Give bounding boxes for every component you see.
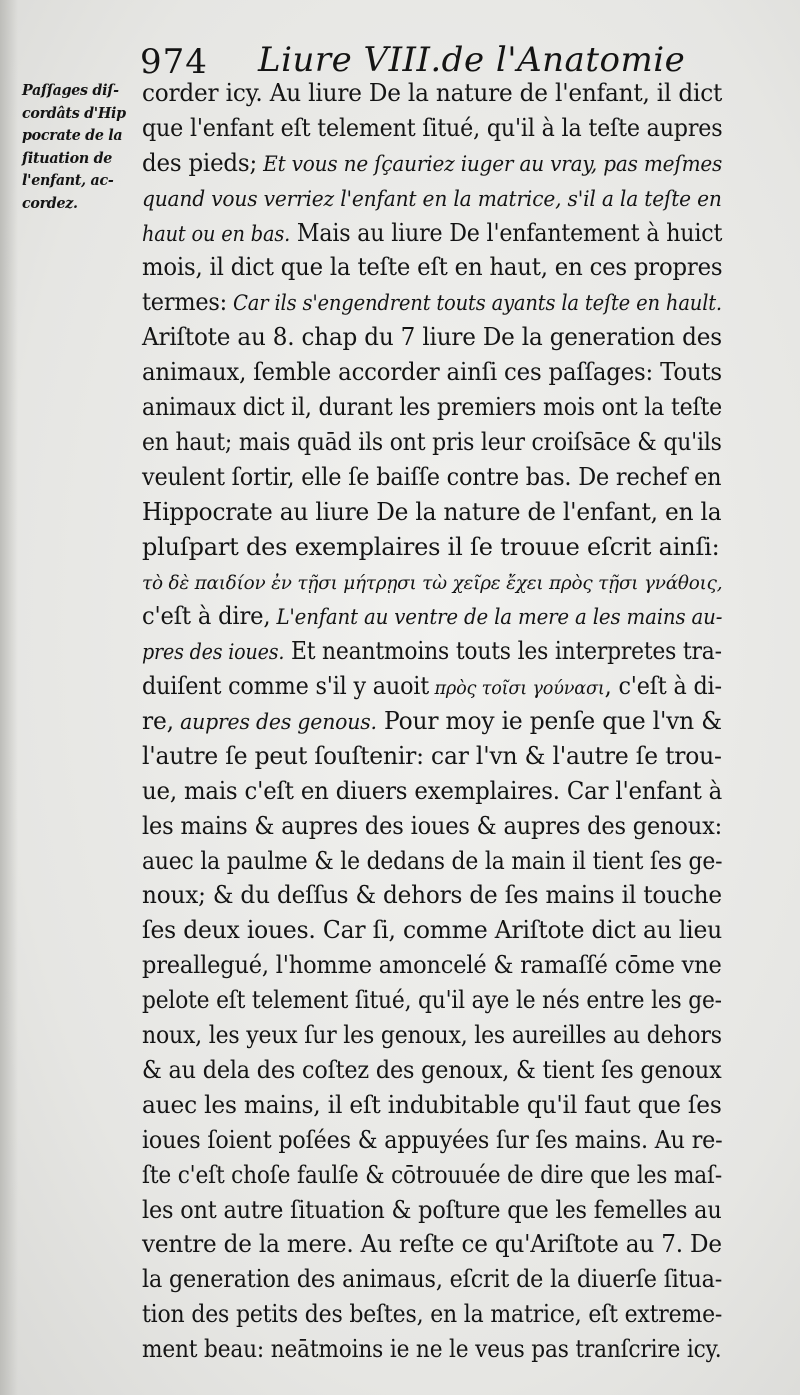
roman-segment: veulent ſortir, elle ſe baiſſe contre bas. De rechef en [142,462,722,491]
margin-note-line: pocrate de la [22,127,123,144]
text-line [142,495,722,530]
roman-segment: les ont autre ſituation & poſture que les femelles au [142,1195,722,1224]
roman-segment: ventre de la mere. Au reſte ce qu'Ariſtote au 7. De [142,1230,722,1259]
text-line [142,774,723,809]
roman-segment: ment beau: neātmoins ie ne le veus pas tranſcrire icy. [142,1335,722,1364]
text-line [142,564,723,599]
text-line [142,285,722,320]
margin-note-line: Paſſages diſ- [22,82,119,99]
text-line [142,1332,722,1367]
roman-segment: & au dela des coſtez des genoux, & tient ſes genoux [142,1055,722,1084]
page-number: 974 [140,42,208,82]
roman-segment: ſte c'eſt choſe faulſe & cōtrouuée de dire que les maſ- [142,1160,723,1189]
italic-segment: aupres des genous. [173,710,377,735]
text-line [142,809,722,844]
text-line [142,530,722,565]
italic-segment: pres des ioues. [142,640,285,665]
body-text [142,76,722,1367]
roman-segment: c'eſt à dire, [142,602,271,631]
roman-segment: Mais au liure De l'enfantement à huict [290,218,723,247]
margin-note-line: ſituation de [22,149,113,167]
text-line [142,704,722,739]
roman-segment: les mains & aupres des ioues & aupres des genoux: [142,811,722,840]
text-line [142,355,722,390]
italic-segment: Et vous ne ſçauriez iuger au vray, pas meſmes [256,151,723,176]
roman-segment: des pieds; [142,148,257,177]
text-line [142,76,723,111]
roman-segment: termes: [142,288,227,317]
text-line [142,1088,722,1123]
italic-segment: quand vous verriez l'enfant en la matrice, s'il a la teſte en [142,186,722,211]
text-line [142,216,723,251]
roman-segment: corder icy. Au liure De la nature de l'enfant, il dict [142,79,723,107]
text-line [142,1053,722,1088]
italic-segment: haut ou en bas. [142,221,291,246]
roman-segment: noux, les yeux ſur les genoux, les aureilles au dehors [142,1021,722,1050]
margin-note-line: l'enfant, ac- [22,172,114,189]
roman-segment: Et neantmoins touts les interpretes tra- [284,637,722,666]
roman-segment: animaux, ſemble accorder ainſi ces paſſages: Touts [142,358,722,387]
text-line [142,390,723,425]
text-line [142,1227,722,1262]
greek-segment: πρὸς τοῖσι γούνασι [429,677,605,700]
text-line [142,948,722,983]
margin-note-line: cordâts d'Hip [22,104,126,122]
text-line [142,250,723,285]
running-title: Liure VIII.de l'Anatomie [258,40,686,80]
roman-segment: Hippocrate au liure De la nature de l'enfant, en la [142,497,722,526]
roman-segment: ſes deux ioues. Car ſi, comme Ariſtote dict au lieu [142,916,723,945]
italic-segment: L'enfant au ventre de la mere a les mains au- [270,605,723,630]
roman-segment: l'autre ſe peut ſouſtenir: car l'vn & l'autre ſe trou- [142,741,722,770]
roman-segment: ue, mais c'eſt en diuers exemplaires. Car l'enfant à [142,776,723,805]
italic-segment: Car ils s'engendrent touts ayants la teſte en hault. [226,291,722,316]
text-line [142,1123,723,1158]
roman-segment: noux; & du deſſus & dehors de ſes mains il touche [142,881,722,910]
margin-note [22,80,140,215]
text-line [142,320,722,355]
roman-segment: pluſpart des exemplaires il ſe trouue eſcrit ainſi: [142,532,720,561]
text-line [142,913,723,948]
page-gutter-shadow [0,0,18,1395]
roman-segment: duiſent comme s'il y auoit [142,672,430,701]
roman-segment: auec la paulme & le dedans de la main il tient ſes ge- [142,846,723,875]
text-line [142,1193,722,1228]
text-line [142,599,723,634]
roman-segment: en haut; mais quād ils ont pris leur croiſsāce & qu'ils [142,427,722,456]
text-line [142,634,722,669]
text-line [142,878,722,913]
text-line [142,146,723,181]
roman-segment: la generation des animaus, eſcrit de la diuerſe ſitua- [142,1265,723,1294]
roman-segment: mois, il dict que la teſte eſt en haut, en ces propres [142,253,723,282]
roman-segment: Pour moy ie penſe que l'vn & [376,707,722,736]
text-line [142,739,722,774]
text-line [142,425,722,460]
roman-segment: animaux dict il, durant les premiers mois ont la teſte [142,393,723,422]
roman-segment: ioues ſoient poſées & appuyées ſur ſes mains. Au re- [142,1125,723,1154]
text-line [142,1262,723,1297]
roman-segment: pelote eſt telement ſitué, qu'il aye le nés entre les ge- [142,986,722,1015]
text-line [142,983,722,1018]
roman-segment: auec les mains, il eſt indubitable qu'il faut que ſes [142,1090,722,1119]
roman-segment: tion des petits des beſtes, en la matrice, eſt extreme- [142,1300,723,1329]
roman-segment: Ariſtote au 8. chap du 7 liure De la generation des [142,323,722,352]
text-line [142,111,723,146]
greek-segment: τὸ δὲ παιδίον ἐν τῇσι μήτρῃσι τὼ χεῖρε ἔχει πρὸς τῇσι γνάθοις, [142,572,723,595]
text-line [142,1158,723,1193]
text-line [142,669,722,704]
text-line [142,844,723,879]
margin-note-line: cordez. [22,194,78,212]
text-line [142,1297,723,1332]
roman-segment: que l'enfant eſt telement ſitué, qu'il à la teſte aupres [142,113,723,142]
text-line [142,460,722,495]
text-line [142,1018,722,1053]
roman-segment: re, [142,707,174,736]
roman-segment: preallegué, l'homme amoncelé & ramaſſé cōme vne [142,951,722,980]
roman-segment: , c'eſt à di- [604,672,722,701]
text-line [142,181,722,216]
